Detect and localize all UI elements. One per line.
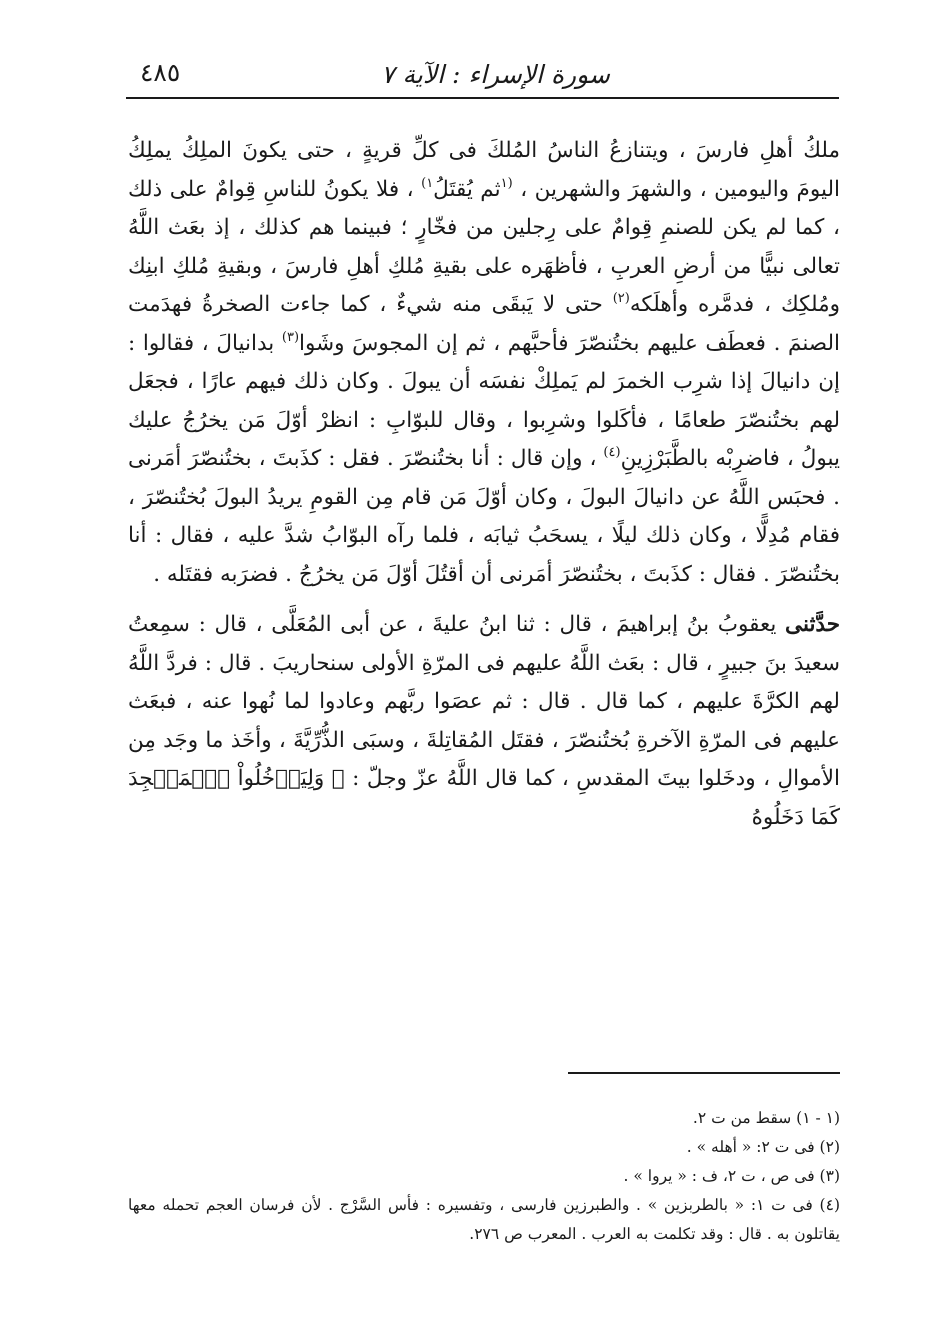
paragraph-1-part-c: ، فلا يكونُ للناسِ قِوامٌ على ذلك ، كما لم يكن للصنمِ قِوامٌ على رِجلين من فخّارٍ ؛ فبينما هم كذلك ، إذ بعَث اللَّهُ تعالى نبيًّا من أرضِ العربِ ، فأظهَره على بقيةِ مُلكِ أهلِ فارسَ ، وبقيةِ مُلكِ ابنِك ومُلكِك ، فدمَّره وأهلَكه bbox=[128, 176, 841, 317]
footnote-ref-1-close: ١) bbox=[421, 175, 434, 191]
footnote-ref-4: (٤) bbox=[603, 445, 621, 460]
paragraph-1-part-b: ثم يُقتَلُ bbox=[433, 176, 501, 202]
running-title: سورة الإسراء : الآية ٧ bbox=[381, 60, 610, 89]
paragraph-2-lead-word: حدَّثنى bbox=[785, 612, 840, 637]
paragraph-2-text: يعقوبُ بنُ إبراهيمَ ، قال : ثنا ابنُ عليةَ ، عن أبى المُعَلَّى ، قال : سمِعتُ سعيدَ بنَ جبيرٍ ، قال : بعَث اللَّهُ عليهم فى المرّةِ الأولى سنحاريبَ . قال : فردَّ اللَّهُ لهم الكرَّةَ عليهم ، كما قال . قال : ثم عصَوا ربَّهم وعادوا لما نُهوا عنه ، فبعَث عليهم فى المرّةِ الآخرةِ بُختُنصّرَ ، فقتَل المُقاتِلةَ ، وسبَى الذُّرِّيَّةَ ، وأخَذ ما وجَد مِن الأموالِ ، ودخَلوا بيتَ المقدسِ ، كما قال اللَّهُ عزّ وجلّ : ﴿ وَلِيَدۡخُلُواْ ٱلۡمَسۡجِدَ كَمَا دَخَلُوهُ bbox=[128, 612, 840, 830]
page-number: ٤٨٥ bbox=[140, 58, 181, 87]
paragraph-1-part-a: ملكُ أهلِ فارسَ ، ويتنازعُ الناسُ المُلكَ فى كلِّ قريةٍ ، حتى يكونَ الملِكُ يملِكُ اليومَ واليومين ، والشهرَ والشهرين ، bbox=[128, 138, 840, 202]
footnote-ref-3: (٣) bbox=[281, 329, 300, 345]
footnote-3: (٣) فى ص ، ت ٢، ف : « يروا » . bbox=[623, 1167, 840, 1185]
paragraph-1-part-e: بدانيالَ ، فقالوا : إن دانيالَ إذا شرِب الخمرَ لم يَملِكْ نفسَه أن يبولَ . وكان ذلك فيهم عارًا ، فجعَل لهم بختُنصّرَ طعامًا ، فأكَلوا وشرِبوا ، وقال للبوّابِ : انظرْ أوّلَ مَن يخرُجُ عليك يبولُ ، فاضرِبْه بالطَّبَرْزِينِ bbox=[128, 330, 840, 471]
footnote-2: (٢) فى ت ٢: « أهله » . bbox=[686, 1138, 840, 1156]
paragraph-1-part-d: حتى لا يَبقَى منه شيءٌ ، كما جاءت الصخرةُ فهدَمت الصنمَ . فعطَف عليهم بختُنصّرَ فأحبَّهم ، ثم إن المجوسَ وشَوا bbox=[128, 292, 840, 356]
paragraph-2 bbox=[128, 606, 840, 837]
footnote-ref-2: (٢) bbox=[612, 291, 630, 306]
footnote-1: (١ - ١) سقط من ت ٢. bbox=[692, 1109, 840, 1127]
page-header bbox=[128, 56, 840, 96]
main-text bbox=[128, 132, 840, 837]
footnote-4: (٤) فى ت ١: « بالطربزين » . والطبرزين فارسى ، وتفسيره : فأس السَّرْج . لأن فرسان العجم تحمله معها يقاتلون به . قال : وقد تكلمت به العرب . المعرب ص ٢٧٦. bbox=[128, 1196, 841, 1243]
header-rule bbox=[126, 97, 839, 99]
paragraph-1 bbox=[128, 132, 840, 594]
footnotes bbox=[128, 1104, 840, 1249]
footnote-rule bbox=[568, 1072, 840, 1074]
footnote-ref-1-open: (١ bbox=[500, 175, 513, 191]
paragraph-1-part-f: ، وإن قال : أنا بختُنصّرَ . فقل : كذَبتَ ، بختُنصّرَ أمَرنى . فحبَس اللَّهُ عن دانيالَ البولَ ، وكان أوّلَ مَن قام مِن القومِ يريدُ البولَ بُختُنصّرَ ، فقام مُدِلًّا ، وكان ذلك ليلًا ، يسحَبُ ثيابَه ، فلما رآه البوّابُ شدَّ عليه ، فقال : أنا بختُنصّرَ . فقال : كذَبتَ ، بختُنصّرَ أمَرنى أن أقتُلَ أوّلَ مَن يخرُجُ . فضرَبه فقتَله . bbox=[128, 446, 840, 587]
